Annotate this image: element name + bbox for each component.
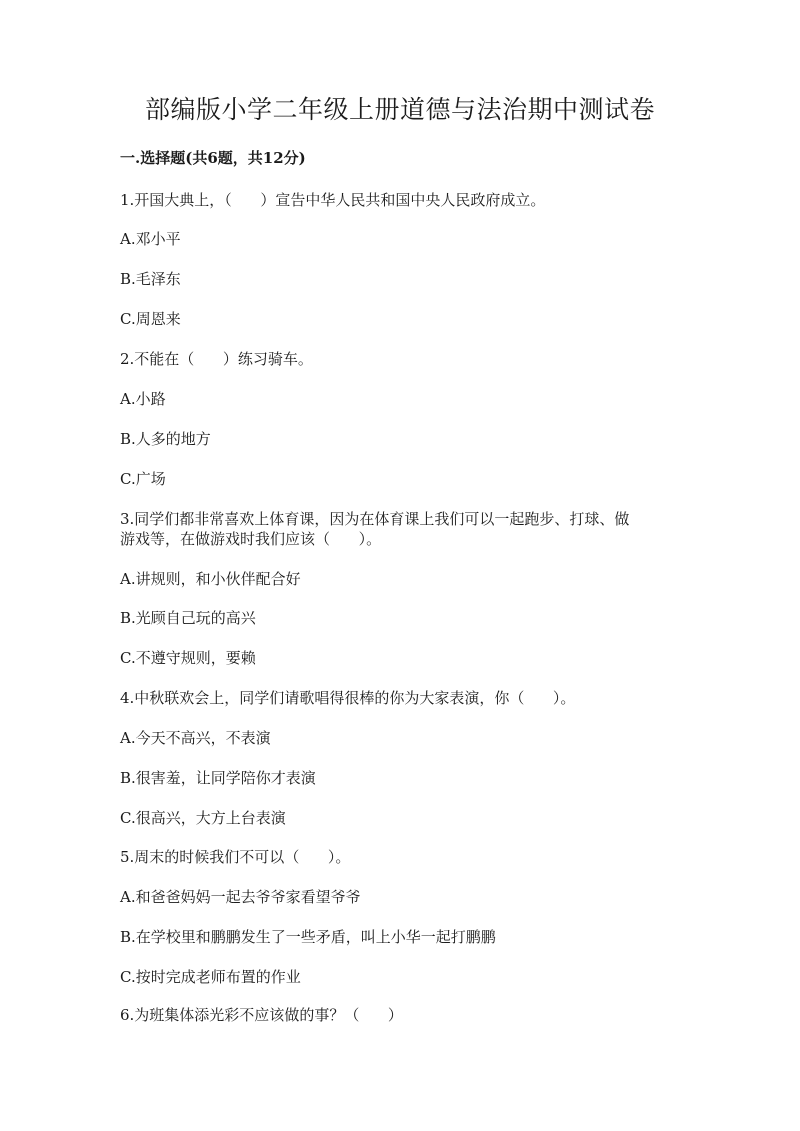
question-1-option-c: C.周恩来 xyxy=(120,310,181,328)
question-2-option-a: A.小路 xyxy=(120,390,166,408)
question-3-stem-line1: 3.同学们都非常喜欢上体育课，因为在体育课上我们可以一起跑步、打球、做 xyxy=(120,510,630,528)
question-6-stem: 6.为班集体添光彩不应该做的事？（ ） xyxy=(120,1006,403,1024)
question-1-option-a: A.邓小平 xyxy=(120,230,181,248)
question-4-option-c: C.很高兴，大方上台表演 xyxy=(120,809,286,827)
question-4-stem: 4.中秋联欢会上，同学们请歌唱得很棒的你为大家表演，你（ ）。 xyxy=(120,689,576,707)
question-3-stem-line2: 游戏等，在做游戏时我们应该（ ）。 xyxy=(120,530,382,548)
question-1-stem: 1.开国大典上，（ ）宣告中华人民共和国中央人民政府成立。 xyxy=(120,191,546,209)
section-heading: 一.选择题(共6题，共12分) xyxy=(120,149,306,167)
question-5-option-c: C.按时完成老师布置的作业 xyxy=(120,968,301,986)
question-5-stem: 5.周末的时候我们不可以（ ）。 xyxy=(120,848,351,866)
question-4-option-b: B.很害羞，让同学陪你才表演 xyxy=(120,769,316,787)
question-2-option-c: C.广场 xyxy=(120,470,166,488)
question-1-option-b: B.毛泽东 xyxy=(120,270,181,288)
question-2-stem: 2.不能在（ ）练习骑车。 xyxy=(120,350,313,368)
question-3-option-c: C.不遵守规则，要赖 xyxy=(120,649,256,667)
question-5-option-a: A.和爸爸妈妈一起去爷爷家看望爷爷 xyxy=(120,888,361,906)
page-title: 部编版小学二年级上册道德与法治期中测试卷 xyxy=(144,95,655,124)
question-4-option-a: A.今天不高兴，不表演 xyxy=(120,729,271,747)
question-5-option-b: B.在学校里和鹏鹏发生了一些矛盾，叫上小华一起打鹏鹏 xyxy=(120,928,496,946)
question-3-option-b: B.光顾自己玩的高兴 xyxy=(120,609,256,627)
question-3-option-a: A.讲规则，和小伙伴配合好 xyxy=(120,570,301,588)
question-2-option-b: B.人多的地方 xyxy=(120,430,211,448)
